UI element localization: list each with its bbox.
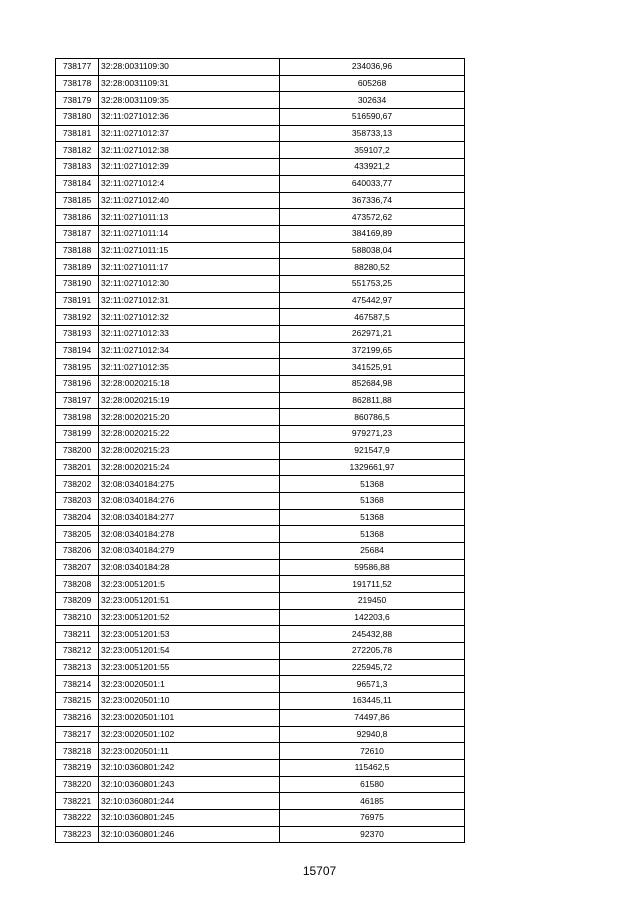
row-id-cell: 738222 (56, 809, 99, 826)
value-cell: 516590,67 (280, 109, 465, 126)
table-row (56, 459, 465, 476)
row-id-cell: 738211 (56, 626, 99, 643)
value-cell: 61580 (280, 776, 465, 793)
value-cell: 372199,65 (280, 342, 465, 359)
row-id-cell: 738221 (56, 793, 99, 810)
cadastral-number-cell: 32:28:0031109:35 (99, 92, 280, 109)
row-id-cell: 738217 (56, 726, 99, 743)
value-cell: 72610 (280, 743, 465, 760)
value-cell: 272205,78 (280, 643, 465, 660)
cadastral-number-cell: 32:10:0360801:243 (99, 776, 280, 793)
cadastral-number-cell: 32:11:0271012:32 (99, 309, 280, 326)
table-body (56, 59, 465, 843)
table-row (56, 793, 465, 810)
table-row (56, 643, 465, 660)
cadastral-number-cell: 32:11:0271012:37 (99, 125, 280, 142)
value-cell: 262971,21 (280, 326, 465, 343)
cadastral-number-cell: 32:28:0020215:19 (99, 392, 280, 409)
value-cell: 163445,11 (280, 693, 465, 710)
table-row (56, 342, 465, 359)
cadastral-number-cell: 32:11:0271012:33 (99, 326, 280, 343)
value-cell: 115462,5 (280, 759, 465, 776)
table-row (56, 225, 465, 242)
value-cell: 640033,77 (280, 175, 465, 192)
row-id-cell: 738207 (56, 559, 99, 576)
table-row (56, 726, 465, 743)
table-row (56, 709, 465, 726)
cadastral-number-cell: 32:23:0051201:55 (99, 659, 280, 676)
row-id-cell: 738185 (56, 192, 99, 209)
table-row (56, 75, 465, 92)
value-cell: 25684 (280, 542, 465, 559)
table-row (56, 326, 465, 343)
row-id-cell: 738178 (56, 75, 99, 92)
row-id-cell: 738205 (56, 526, 99, 543)
cadastral-number-cell: 32:23:0051201:51 (99, 593, 280, 610)
row-id-cell: 738204 (56, 509, 99, 526)
row-id-cell: 738198 (56, 409, 99, 426)
value-cell: 76975 (280, 809, 465, 826)
value-cell: 359107,2 (280, 142, 465, 159)
row-id-cell: 738216 (56, 709, 99, 726)
cadastral-number-cell: 32:28:0031109:31 (99, 75, 280, 92)
value-cell: 191711,52 (280, 576, 465, 593)
cadastral-number-cell: 32:23:0020501:10 (99, 693, 280, 710)
table-row (56, 759, 465, 776)
row-id-cell: 738201 (56, 459, 99, 476)
value-cell: 234036,96 (280, 59, 465, 76)
table-row (56, 526, 465, 543)
cadastral-number-cell: 32:08:0340184:277 (99, 509, 280, 526)
table-row (56, 826, 465, 843)
row-id-cell: 738218 (56, 743, 99, 760)
value-cell: 51368 (280, 509, 465, 526)
table-row (56, 626, 465, 643)
row-id-cell: 738212 (56, 643, 99, 660)
row-id-cell: 738220 (56, 776, 99, 793)
value-cell: 92370 (280, 826, 465, 843)
table-row (56, 125, 465, 142)
cadastral-number-cell: 32:28:0031109:30 (99, 59, 280, 76)
value-cell: 51368 (280, 492, 465, 509)
value-cell: 96571,3 (280, 676, 465, 693)
row-id-cell: 738179 (56, 92, 99, 109)
row-id-cell: 738219 (56, 759, 99, 776)
value-cell: 51368 (280, 476, 465, 493)
cadastral-number-cell: 32:23:0051201:54 (99, 643, 280, 660)
value-cell: 74497,86 (280, 709, 465, 726)
row-id-cell: 738189 (56, 259, 99, 276)
row-id-cell: 738183 (56, 159, 99, 176)
value-cell: 852684,98 (280, 376, 465, 393)
value-cell: 219450 (280, 593, 465, 610)
row-id-cell: 738208 (56, 576, 99, 593)
value-cell: 88280,52 (280, 259, 465, 276)
value-cell: 475442,97 (280, 292, 465, 309)
value-cell: 384169,89 (280, 225, 465, 242)
table-row (56, 743, 465, 760)
cadastral-number-cell: 32:10:0360801:246 (99, 826, 280, 843)
value-cell: 862811,88 (280, 392, 465, 409)
table-row (56, 426, 465, 443)
table-row (56, 559, 465, 576)
cadastral-number-cell: 32:23:0020501:102 (99, 726, 280, 743)
row-id-cell: 738203 (56, 492, 99, 509)
row-id-cell: 738197 (56, 392, 99, 409)
value-cell: 860786,5 (280, 409, 465, 426)
table-row (56, 409, 465, 426)
cadastral-number-cell: 32:08:0340184:278 (99, 526, 280, 543)
value-cell: 225945,72 (280, 659, 465, 676)
value-cell: 302634 (280, 92, 465, 109)
table-row (56, 292, 465, 309)
cadastral-number-cell: 32:28:0020215:18 (99, 376, 280, 393)
row-id-cell: 738215 (56, 693, 99, 710)
row-id-cell: 738194 (56, 342, 99, 359)
table-row (56, 142, 465, 159)
table-row (56, 159, 465, 176)
cadastral-number-cell: 32:11:0271012:36 (99, 109, 280, 126)
cadastral-number-cell: 32:11:0271011:14 (99, 225, 280, 242)
table-row (56, 576, 465, 593)
row-id-cell: 738213 (56, 659, 99, 676)
cadastral-number-cell: 32:11:0271012:40 (99, 192, 280, 209)
cadastral-number-cell: 32:28:0020215:23 (99, 442, 280, 459)
cadastral-number-cell: 32:11:0271011:13 (99, 209, 280, 226)
table-row (56, 92, 465, 109)
cadastral-number-cell: 32:10:0360801:245 (99, 809, 280, 826)
value-cell: 433921,2 (280, 159, 465, 176)
table-row (56, 109, 465, 126)
value-cell: 467587,5 (280, 309, 465, 326)
table-row (56, 492, 465, 509)
value-cell: 46185 (280, 793, 465, 810)
table-row (56, 59, 465, 76)
table-row (56, 209, 465, 226)
cadastral-number-cell: 32:28:0020215:20 (99, 409, 280, 426)
row-id-cell: 738210 (56, 609, 99, 626)
row-id-cell: 738177 (56, 59, 99, 76)
cadastral-number-cell: 32:28:0020215:22 (99, 426, 280, 443)
row-id-cell: 738187 (56, 225, 99, 242)
value-cell: 341525,91 (280, 359, 465, 376)
row-id-cell: 738190 (56, 275, 99, 292)
table-row (56, 175, 465, 192)
value-cell: 473572,62 (280, 209, 465, 226)
value-cell: 92940,8 (280, 726, 465, 743)
row-id-cell: 738180 (56, 109, 99, 126)
table-row (56, 275, 465, 292)
cadastral-number-cell: 32:10:0360801:242 (99, 759, 280, 776)
table-row (56, 442, 465, 459)
table-row (56, 776, 465, 793)
cadastral-number-cell: 32:23:0020501:101 (99, 709, 280, 726)
cadastral-number-cell: 32:11:0271012:4 (99, 175, 280, 192)
table-row (56, 509, 465, 526)
cadastral-number-cell: 32:11:0271012:39 (99, 159, 280, 176)
cadastral-number-cell: 32:23:0051201:52 (99, 609, 280, 626)
value-cell: 358733,13 (280, 125, 465, 142)
cadastral-number-cell: 32:11:0271011:17 (99, 259, 280, 276)
table-row (56, 593, 465, 610)
table-row (56, 542, 465, 559)
table-row (56, 359, 465, 376)
cadastral-value-table (55, 58, 465, 843)
cadastral-number-cell: 32:11:0271012:30 (99, 275, 280, 292)
table-row (56, 659, 465, 676)
cadastral-number-cell: 32:11:0271011:15 (99, 242, 280, 259)
table-row (56, 259, 465, 276)
row-id-cell: 738199 (56, 426, 99, 443)
cadastral-number-cell: 32:23:0051201:53 (99, 626, 280, 643)
value-cell: 1329661,97 (280, 459, 465, 476)
value-cell: 921547,9 (280, 442, 465, 459)
table-row (56, 376, 465, 393)
cadastral-number-cell: 32:23:0051201:5 (99, 576, 280, 593)
cadastral-number-cell: 32:23:0020501:11 (99, 743, 280, 760)
row-id-cell: 738182 (56, 142, 99, 159)
value-cell: 59586,88 (280, 559, 465, 576)
row-id-cell: 738209 (56, 593, 99, 610)
page-number: 15707 (302, 864, 337, 878)
row-id-cell: 738223 (56, 826, 99, 843)
value-cell: 551753,25 (280, 275, 465, 292)
row-id-cell: 738192 (56, 309, 99, 326)
table-row (56, 192, 465, 209)
cadastral-number-cell: 32:23:0020501:1 (99, 676, 280, 693)
cadastral-number-cell: 32:08:0340184:28 (99, 559, 280, 576)
row-id-cell: 738186 (56, 209, 99, 226)
value-cell: 51368 (280, 526, 465, 543)
table-row (56, 309, 465, 326)
row-id-cell: 738200 (56, 442, 99, 459)
value-cell: 142203,6 (280, 609, 465, 626)
cadastral-number-cell: 32:08:0340184:275 (99, 476, 280, 493)
value-cell: 605268 (280, 75, 465, 92)
row-id-cell: 738206 (56, 542, 99, 559)
table-row (56, 242, 465, 259)
row-id-cell: 738188 (56, 242, 99, 259)
row-id-cell: 738193 (56, 326, 99, 343)
value-cell: 367336,74 (280, 192, 465, 209)
row-id-cell: 738184 (56, 175, 99, 192)
table-row (56, 809, 465, 826)
value-cell: 979271,23 (280, 426, 465, 443)
table-row (56, 693, 465, 710)
table-row (56, 676, 465, 693)
cadastral-number-cell: 32:28:0020215:24 (99, 459, 280, 476)
row-id-cell: 738214 (56, 676, 99, 693)
row-id-cell: 738196 (56, 376, 99, 393)
table-row (56, 609, 465, 626)
cadastral-number-cell: 32:11:0271012:35 (99, 359, 280, 376)
cadastral-number-cell: 32:10:0360801:244 (99, 793, 280, 810)
value-cell: 245432,88 (280, 626, 465, 643)
table-row (56, 476, 465, 493)
row-id-cell: 738191 (56, 292, 99, 309)
cadastral-number-cell: 32:08:0340184:279 (99, 542, 280, 559)
row-id-cell: 738195 (56, 359, 99, 376)
row-id-cell: 738202 (56, 476, 99, 493)
cadastral-number-cell: 32:08:0340184:276 (99, 492, 280, 509)
table-row (56, 392, 465, 409)
value-cell: 588038,04 (280, 242, 465, 259)
row-id-cell: 738181 (56, 125, 99, 142)
cadastral-number-cell: 32:11:0271012:34 (99, 342, 280, 359)
cadastral-number-cell: 32:11:0271012:31 (99, 292, 280, 309)
cadastral-number-cell: 32:11:0271012:38 (99, 142, 280, 159)
